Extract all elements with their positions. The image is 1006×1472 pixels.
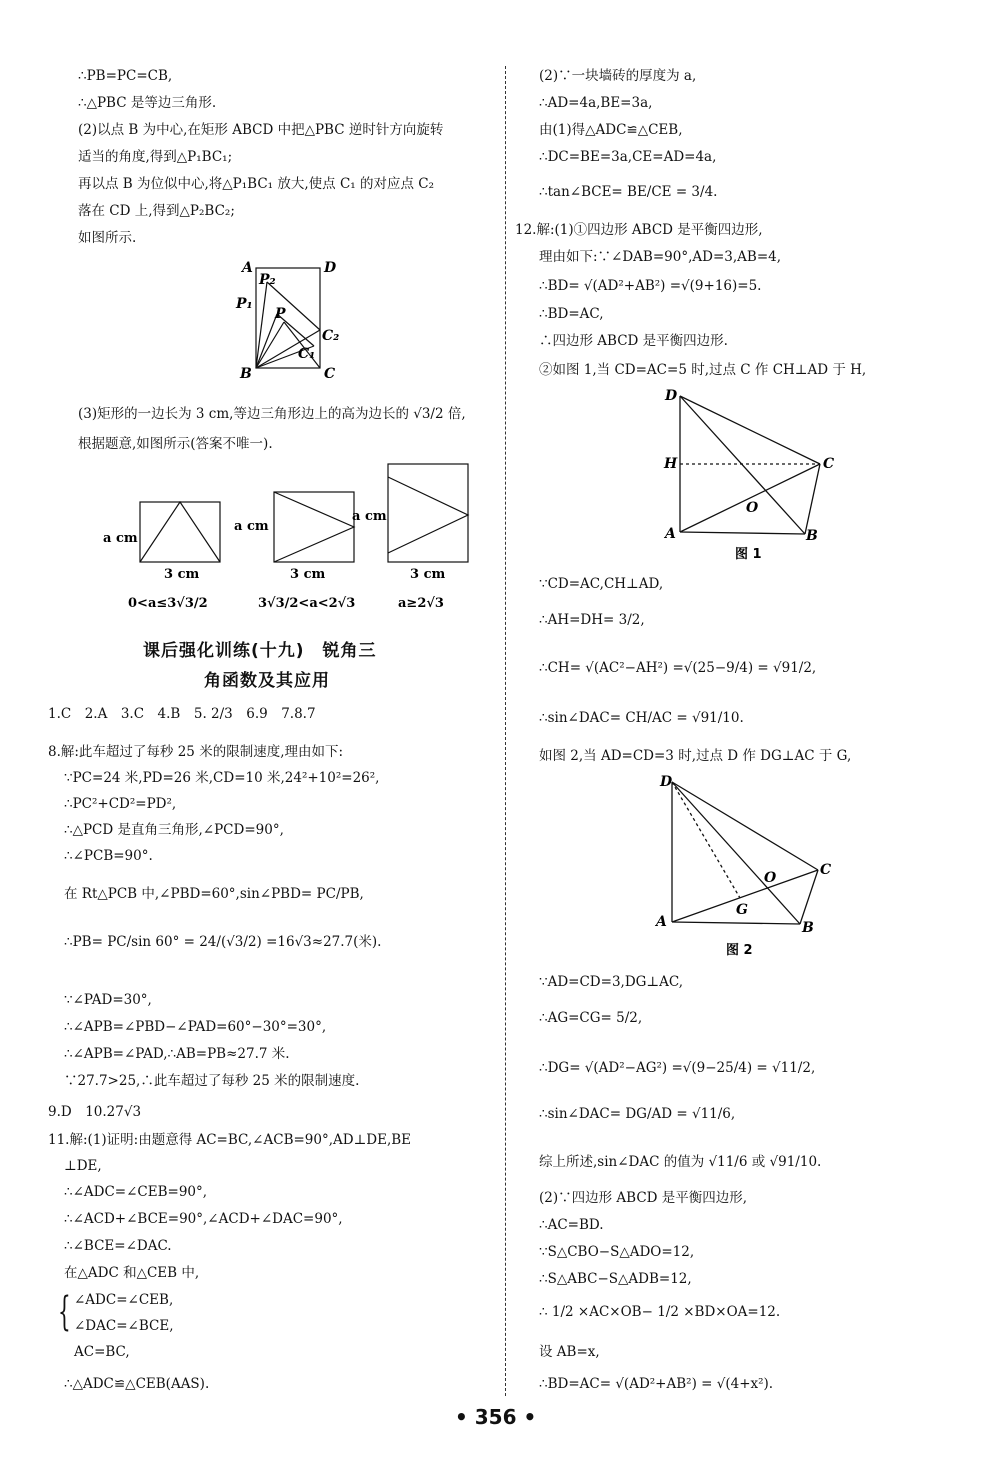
fig-label: P₂ [259,272,276,288]
text-line: 12.解:(1)①四边形 ABCD 是平衡四边形, [515,222,763,238]
text-line: (2)以点 B 为中心,在矩形 ABCD 中把△PBC 逆时针方向旋转 [78,122,444,138]
text-line: 8.解:此车超过了每秒 25 米的限制速度,理由如下: [48,744,344,760]
figure-caption: 图 1 [735,547,762,562]
text-line: ∴BD=AC, [539,306,604,322]
text-line: 由(1)得△ADC≌△CEB, [539,122,683,138]
answers-line: 1.C 2.A 3.C 4.B 5. 2/3 6.9 7.8.7 [48,706,316,722]
side-label: a cm [234,519,269,534]
figure-caption: 图 2 [726,943,753,958]
text-line: ∴CH= √(AC²−AH²) =√(25−9/4) = √91/2, [539,660,817,676]
fig-label: A [656,914,667,930]
text-line: ∴∠APB=∠PAD,∴AB=PB≈27.7 米. [64,1046,290,1062]
text-line: 根据题意,如图所示(答案不唯一). [78,436,273,452]
text-line: AC=BC, [74,1344,130,1360]
text-line: 落在 CD 上,得到△P₂BC₂; [78,203,235,219]
fig-label: O [746,500,759,516]
condition-label: a≥2√3 [398,596,444,611]
text-line: ∴四边形 ABCD 是平衡四边形. [539,333,728,349]
text-line: ∴tan∠BCE= BE/CE = 3/4. [539,184,718,200]
text-line: 理由如下:∵∠DAB=90°,AD=3,AB=4, [539,249,782,265]
section-title: 角函数及其应用 [204,671,330,691]
text-line: 在△ADC 和△CEB 中, [64,1265,200,1281]
text-line: ∵∠PAD=30°, [64,992,152,1008]
side-label: a cm [352,509,387,524]
text-line: ∴∠ADC=∠CEB=90°, [64,1184,208,1200]
text-line: ∵PC=24 米,PD=26 米,CD=10 米,24²+10²=26², [64,770,380,786]
text-line: ∴∠BCE=∠DAC. [64,1238,172,1254]
fig-label: D [324,260,337,276]
text-line: 适当的角度,得到△P₁BC₁; [78,149,233,165]
text-line: ∴AD=4a,BE=3a, [539,95,653,111]
column-divider [505,66,506,1396]
text-line: 9.D 10.27√3 [48,1104,142,1120]
text-line: 如图 2,当 AD=CD=3 时,过点 D 作 DG⊥AC 于 G, [539,748,852,764]
text-line: ∵S△CBO−S△ADO=12, [539,1244,695,1260]
text-line: ∵27.7>25,∴此车超过了每秒 25 米的限制速度. [64,1073,360,1089]
fig-label: P [275,306,286,322]
text-line: ∴△PBC 是等边三角形. [78,95,217,111]
text-line: 11.解:(1)证明:由题意得 AC=BC,∠ACB=90°,AD⊥DE,BE [48,1132,412,1148]
bottom-label: 3 cm [164,567,200,582]
text-line: ②如图 1,当 CD=AC=5 时,过点 C 作 CH⊥AD 于 H, [539,362,867,378]
condition-label: 3√3/2<a<2√3 [258,596,356,611]
figure-2 [656,774,850,959]
fig-label: C [820,862,832,878]
text-line: ∴sin∠DAC= CH/AC = √91/10. [539,710,744,726]
fig-label: G [736,902,748,918]
text-line: ∴∠ACD+∠BCE=90°,∠ACD+∠DAC=90°, [64,1211,343,1227]
text-line: ∴sin∠DAC= DG/AD = √11/6, [539,1106,736,1122]
fig-label: B [806,528,818,544]
text-line: ∴∠APB=∠PBD−∠PAD=60°−30°=30°, [64,1019,327,1035]
fig-label: B [240,366,252,382]
text-line: ∴△ADC≌△CEB(AAS). [64,1376,210,1392]
text-line: ∠DAC=∠BCE, [74,1318,174,1334]
text-line: ∴∠PCB=90°. [64,848,153,864]
text-line: 综上所述,sin∠DAC 的值为 √11/6 或 √91/10. [539,1154,822,1170]
rotation-figure [228,258,348,382]
fig-label: C [823,456,835,472]
text-line: ∴ 1/2 ×AC×OB− 1/2 ×BD×OA=12. [539,1304,781,1320]
figure-1 [660,386,850,566]
text-line: 再以点 B 为位似中心,将△P₁BC₁ 放大,使点 C₁ 的对应点 C₂ [78,176,435,192]
fig-label: C [324,366,336,382]
text-line: ∴PC²+CD²=PD², [64,796,177,812]
text-line: ∴DG= √(AD²−AG²) =√(9−25/4) = √11/2, [539,1060,816,1076]
text-line: 在 Rt△PCB 中,∠PBD=60°,sin∠PBD= PC/PB, [64,886,364,902]
fig-label: A [242,260,253,276]
text-line: ∴BD=AC= √(AD²+AB²) = √(4+x²). [539,1376,774,1392]
rect-options-figure [98,462,488,622]
text-line: ∴PB= PC/sin 60° = 24/(√3/2) =16√3≈27.7(米). [64,934,382,950]
text-line: (3)矩形的一边长为 3 cm,等边三角形边上的高为边长的 √3/2 倍, [78,406,466,422]
text-line: ∴PB=PC=CB, [78,68,173,84]
fig-label: D [665,388,678,404]
section-title: 课后强化训练(十九) 锐角三 [143,641,377,661]
side-label: a cm [103,531,138,546]
fig-label: D [660,774,673,790]
fig-label: A [665,526,676,542]
bottom-label: 3 cm [410,567,446,582]
text-line: (2)∵一块墙砖的厚度为 a, [539,68,697,84]
text-line: ∴AG=CG= 5/2, [539,1010,643,1026]
text-line: ∵AD=CD=3,DG⊥AC, [539,974,684,990]
text-line: ∴AC=BD. [539,1217,604,1233]
text-line: ∴BD= √(AD²+AB²) =√(9+16)=5. [539,278,762,294]
text-line: ∠ADC=∠CEB, [74,1292,174,1308]
text-line: ∴AH=DH= 3/2, [539,612,645,628]
text-line: ∴△PCD 是直角三角形,∠PCD=90°, [64,822,284,838]
text-line: ∴DC=BE=3a,CE=AD=4a, [539,149,717,165]
text-line: ∴S△ABC−S△ADB=12, [539,1271,692,1287]
text-line: 设 AB=x, [539,1344,600,1360]
fig-label: C₂ [322,328,340,344]
fig-label: H [664,456,678,472]
text-line: ⊥DE, [64,1158,102,1174]
fig-label: O [764,870,777,886]
page-number: • 356 • [455,1405,537,1429]
fig-label: B [802,920,814,936]
text-line: (2)∵四边形 ABCD 是平衡四边形, [539,1190,748,1206]
condition-label: 0<a≤3√3/2 [128,596,208,611]
text-line: ∵CD=AC,CH⊥AD, [539,576,664,592]
text-line: 如图所示. [78,230,137,246]
bottom-label: 3 cm [290,567,326,582]
fig-label: C₁ [298,346,316,362]
fig-label: P₁ [236,296,253,312]
brace: { [58,1289,71,1335]
